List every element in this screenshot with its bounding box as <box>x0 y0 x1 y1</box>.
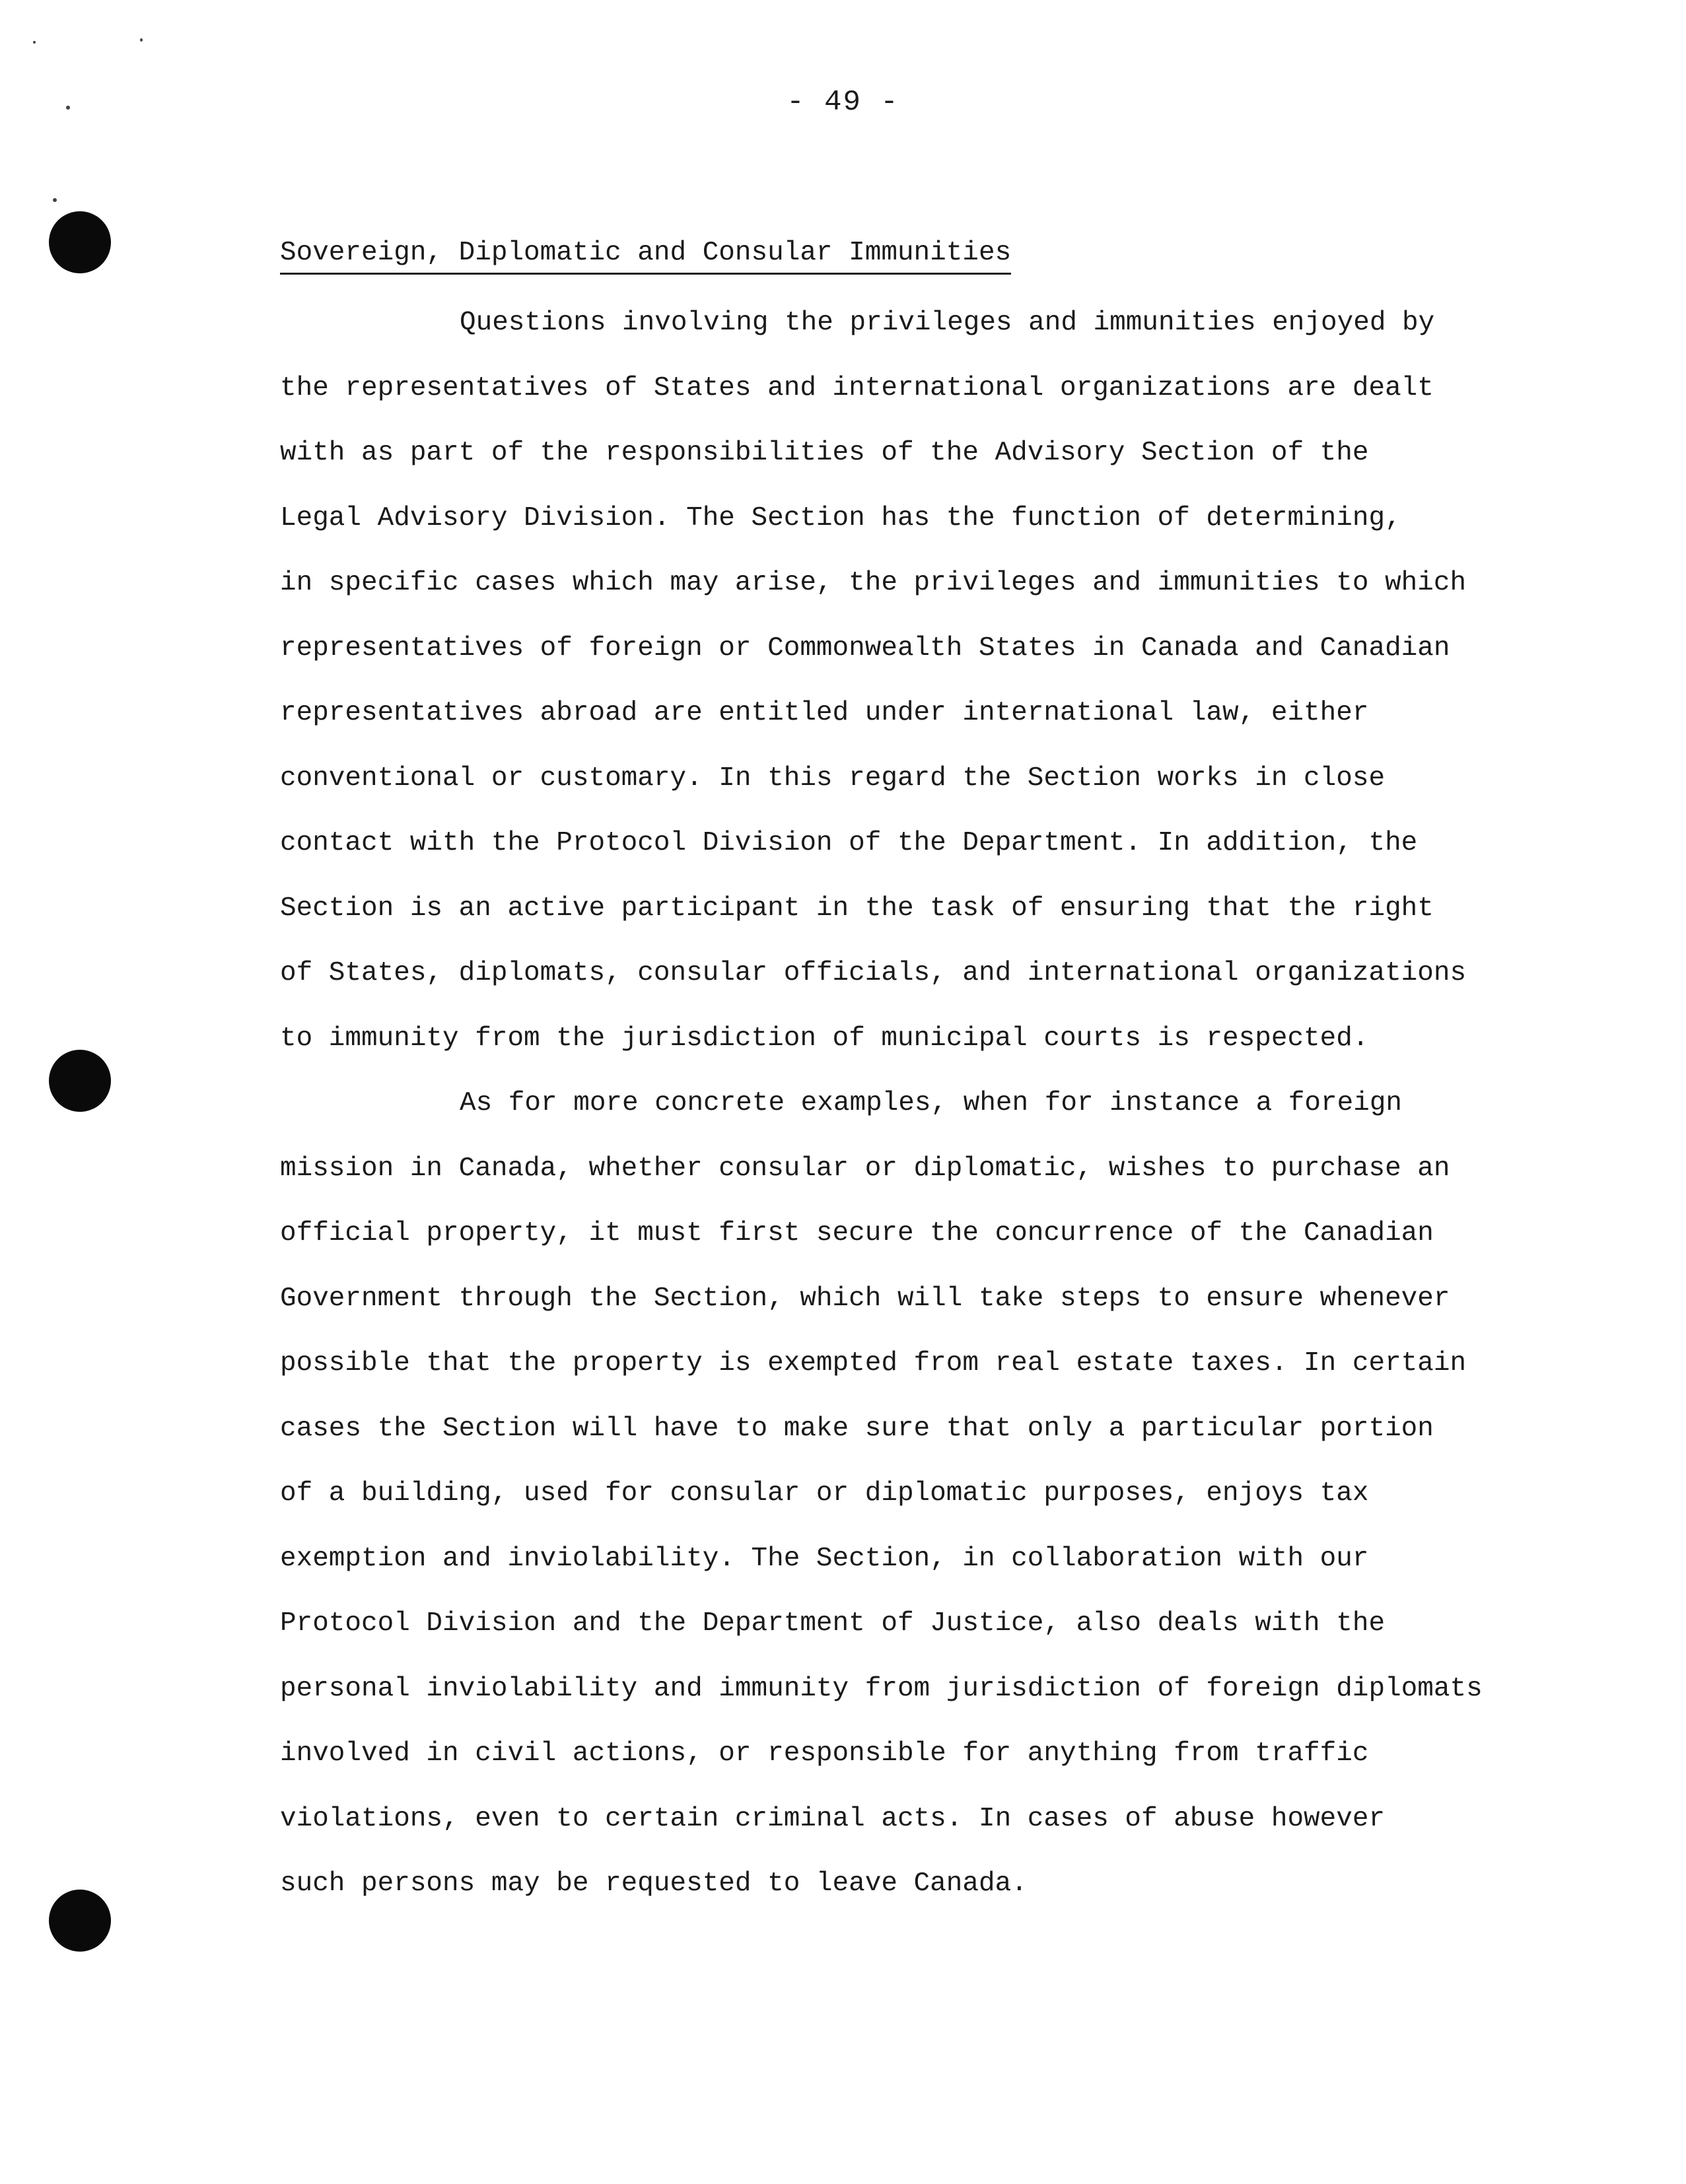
paragraph-line: mission in Canada, whether consular or diplomatic, wishes to purchase an <box>280 1153 1450 1184</box>
paragraph-line: Government through the Section, which will take steps to ensure whenever <box>280 1283 1450 1314</box>
paragraph-line: of States, diplomats, consular officials, and international organizations <box>280 958 1467 988</box>
paragraph-line: exemption and inviolability. The Section, in collaboration with our <box>280 1543 1369 1574</box>
paragraph-line: representatives abroad are entitled under international law, either <box>280 698 1369 728</box>
paragraph-line: violations, even to certain criminal acts. In cases of abuse however <box>280 1803 1386 1834</box>
body-text <box>280 290 1522 1917</box>
punch-hole-bottom <box>49 1890 111 1952</box>
punch-hole-top <box>49 211 111 273</box>
paragraph-line: conventional or customary. In this regard the Section works in close <box>280 763 1386 794</box>
scan-speck <box>33 41 36 44</box>
section-heading: Sovereign, Diplomatic and Consular Immunities <box>280 234 1011 275</box>
paragraph-line: such persons may be requested to leave Canada. <box>280 1868 1028 1899</box>
punch-hole-middle <box>49 1050 111 1112</box>
paragraph-line: in specific cases which may arise, the privileges and immunities to which <box>280 568 1467 598</box>
paragraph-line: to immunity from the jurisdiction of municipal courts is respected. <box>280 1023 1369 1054</box>
paragraph-line: possible that the property is exempted from real estate taxes. In certain <box>280 1348 1467 1379</box>
paragraph-line: official property, it must first secure the concurrence of the Canadian <box>280 1218 1434 1248</box>
paragraph-line: Section is an active participant in the task of ensuring that the right <box>280 893 1434 924</box>
paragraph-line: personal inviolability and immunity from jurisdiction of foreign diplomats <box>280 1673 1483 1704</box>
scan-speck <box>140 38 143 42</box>
paragraph-line: Legal Advisory Division. The Section has the function of determining, <box>280 502 1401 533</box>
paragraph-line: of a building, used for consular or diplomatic purposes, enjoys tax <box>280 1478 1369 1509</box>
paragraph-line: involved in civil actions, or responsible for anything from traffic <box>280 1738 1369 1769</box>
scan-speck <box>53 198 57 202</box>
page-number: - 49 - <box>787 86 899 119</box>
paragraph-line: cases the Section will have to make sure that only a particular portion <box>280 1413 1434 1444</box>
paragraph-line: contact with the Protocol Division of the Department. In addition, the <box>280 828 1418 858</box>
paragraph-line: representatives of foreign or Commonwealth States in Canada and Canadian <box>280 632 1450 664</box>
paragraph-line: As for more concrete examples, when for instance a foreign <box>460 1088 1403 1118</box>
paragraph-line: Protocol Division and the Department of Justice, also deals with the <box>280 1608 1386 1639</box>
paragraph-line: Questions involving the privileges and immunities enjoyed by <box>460 308 1435 338</box>
paragraph-line: the representatives of States and international organizations are dealt <box>280 372 1434 403</box>
paragraph-line: with as part of the responsibilities of the Advisory Section of the <box>280 438 1369 468</box>
